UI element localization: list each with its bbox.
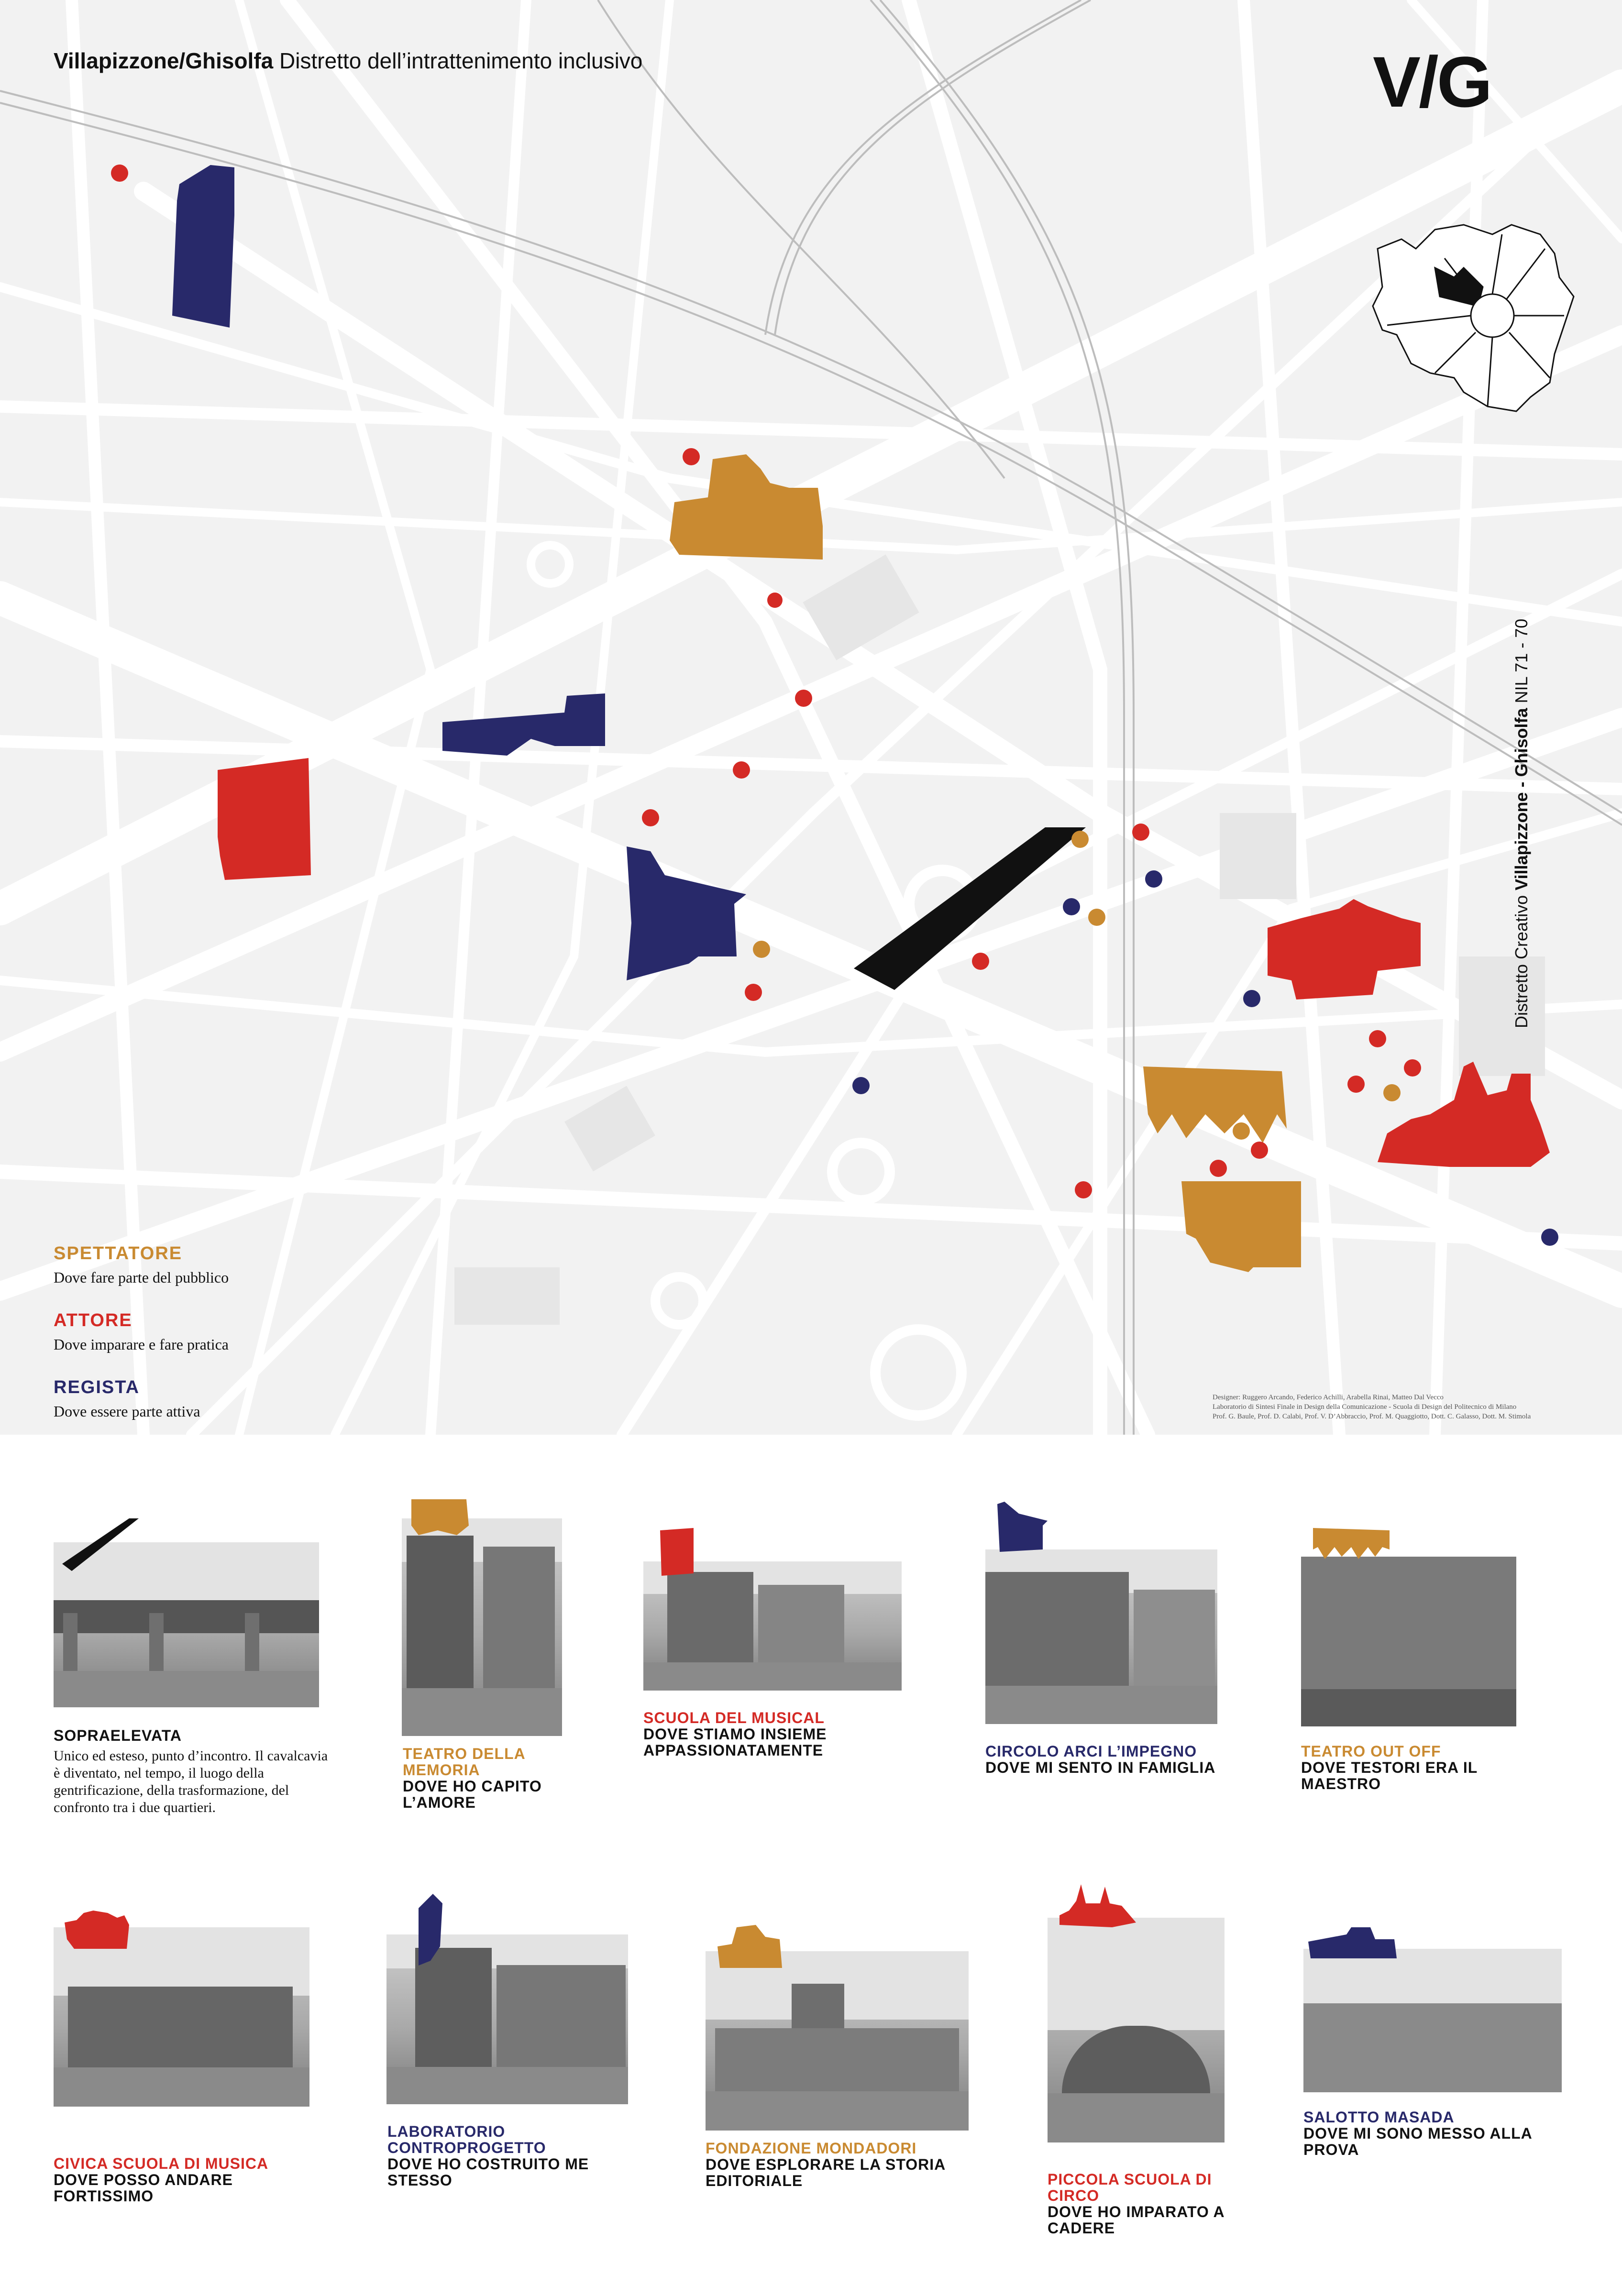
legend-attore [54,1310,229,1353]
circolo-arci-icon [995,1502,1050,1554]
card-desc: Unico ed esteso, punto d’incontro. Il cavalcavia è diventato, nel tempo, il luogo della gentrificazione, della trasformazione, del confronto tra i due quartieri. [54,1748,328,1815]
card-subtitle: DOVE TESTORI ERA IL MAESTRO [1301,1759,1478,1792]
legend-regista [54,1377,200,1420]
credits [1213,1393,1576,1421]
legend-desc: Dove essere parte attiva [54,1403,200,1420]
card-name: SOPRAELEVATA [54,1727,182,1744]
credits-line: Prof. G. Baule, Prof. D. Calabi, Prof. V. D’Abbraccio, Prof. M. Quaggiotto, Dott. C. Galasso, Dott. M. Stimola [1213,1413,1531,1420]
civica-scuola-di-musica-icon [65,1911,132,1951]
piccola-scuola-di-circo-icon [1055,1884,1138,1930]
sopraelevata-marker [854,827,1086,990]
fondazione-mondadori-icon [717,1925,784,1973]
card-subtitle: DOVE HO CAPITO L’AMORE [403,1778,542,1811]
card-name: TEATRO DELLA MEMORIA [403,1745,525,1779]
photo-civica-scuola-di-musica [54,1927,309,2107]
vg-logo: V/G [1373,42,1491,122]
card-piccola-scuola-di-circo [1048,2171,1239,2236]
card-sopraelevata [54,1727,331,1816]
card-name: LABORATORIO CONTROPROGETTO [387,2123,546,2156]
vertical-prefix: Distretto Creativo [1512,890,1531,1028]
salotto-masada-icon [1308,1927,1399,1963]
title-rest: Distretto dell’intrattenimento inclusivo [279,48,643,73]
photo-circolo-arci [985,1549,1217,1724]
laboratorio-controprogetto-icon [414,1894,452,1970]
photo-fondazione-mondadori [706,1951,969,2131]
credits-line: Designer: Ruggero Arcando, Federico Achilli, Arabella Rinai, Matteo Dal Vecco [1213,1394,1444,1401]
card-teatro-out-off [1301,1743,1521,1792]
photo-salotto-masada [1303,1949,1562,2092]
card-name: CIRCOLO ARCI L’IMPEGNO [985,1743,1197,1760]
card-name: PICCOLA SCUOLA DI CIRCO [1048,2171,1212,2204]
legend-title: ATTORE [54,1310,132,1330]
card-subtitle: DOVE HO IMPARATO A CADERE [1048,2203,1225,2237]
legend-title: REGISTA [54,1377,140,1397]
photo-scuola-del-musical [643,1561,902,1691]
card-circolo-arci [985,1743,1225,1776]
vertical-label [1512,619,1532,1028]
card-salotto-masada [1303,2109,1571,2158]
card-name: CIVICA SCUOLA DI MUSICA [54,2155,269,2172]
sopraelevata-icon [62,1518,143,1571]
legend-title: SPETTATORE [54,1243,183,1263]
card-subtitle: DOVE MI SONO MESSO ALLA PROVA [1303,2125,1532,2158]
photo-teatro-out-off [1301,1557,1516,1726]
card-name: TEATRO OUT OFF [1301,1743,1441,1760]
card-name: SCUOLA DEL MUSICAL [643,1709,825,1726]
card-fondazione-mondadori [706,2140,973,2189]
card-teatro-della-memoria [403,1746,575,1811]
photo-piccola-scuola-di-circo [1048,1918,1225,2142]
card-scuola-del-musical [643,1710,902,1758]
vertical-suffix: NIL 71 - 70 [1512,618,1531,708]
card-subtitle: DOVE STIAMO INSIEME APPASSIONATAMENTE [643,1725,827,1759]
legend-spettatore [54,1243,229,1286]
scuola-del-musical-icon [658,1528,696,1578]
credits-line: Laboratorio di Sintesi Finale in Design della Comunicazione - Scuola di Design del Politecnico di Milano [1213,1403,1517,1411]
card-subtitle: DOVE POSSO ANDARE FORTISSIMO [54,2171,233,2205]
teatro-della-memoria-icon [409,1497,471,1540]
photo-teatro-della-memoria [402,1518,562,1736]
legend-desc: Dove fare parte del pubblico [54,1269,229,1286]
card-laboratorio-controprogetto [387,2123,646,2188]
card-subtitle: DOVE MI SENTO IN FAMIGLIA [985,1759,1216,1776]
teatro-out-off-icon [1313,1528,1392,1564]
milan-locator-map [1373,225,1574,411]
card-subtitle: DOVE ESPLORARE LA STORIA EDITORIALE [706,2156,946,2189]
page-title [54,48,642,74]
legend-desc: Dove imparare e fare pratica [54,1336,229,1353]
card-subtitle: DOVE HO COSTRUITO ME STESSO [387,2155,589,2189]
card-civica-scuola-di-musica [54,2155,312,2204]
card-name: FONDAZIONE MONDADORI [706,2140,917,2157]
title-bold: Villapizzone/Ghisolfa [54,48,274,73]
vertical-bold: Villapizzone - Ghisolfa [1512,708,1531,890]
card-name: SALOTTO MASADA [1303,2109,1455,2126]
